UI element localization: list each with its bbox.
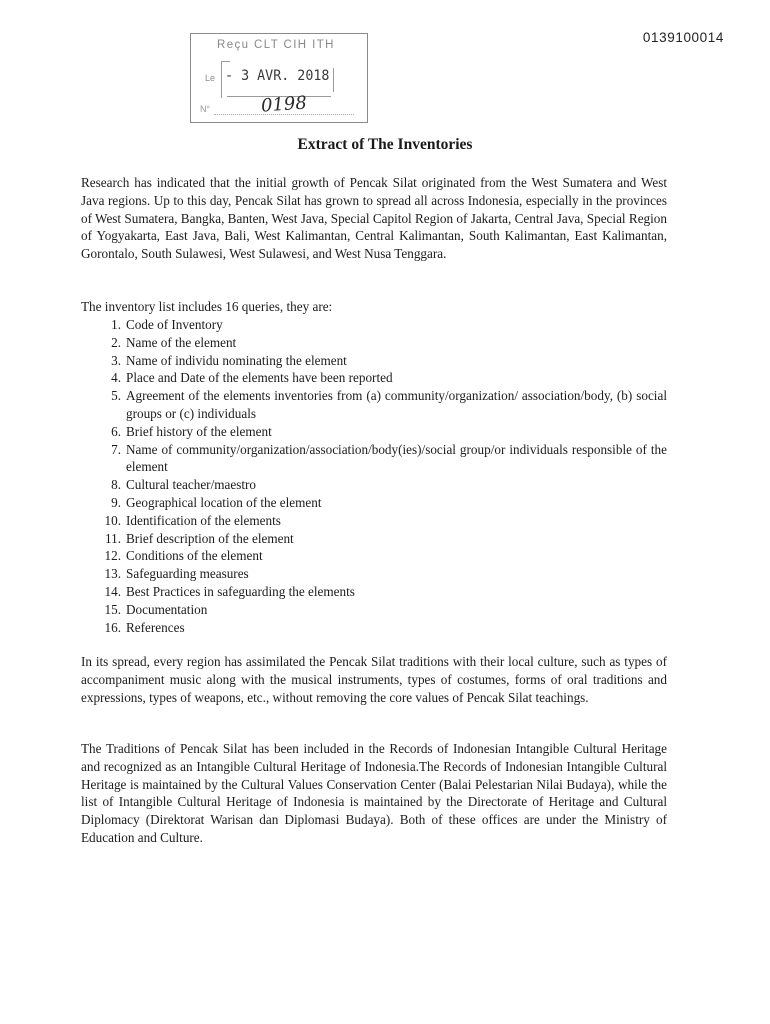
list-item-text: Best Practices in safeguarding the elements [126,583,355,599]
intro-paragraph [81,174,667,263]
list-item [81,530,667,548]
list-item-text: References [126,619,185,635]
list-item-number: 13. [104,566,121,582]
list-item-number: 12. [104,548,121,564]
stamp-header: Reçu CLT CIH ITH [217,39,335,51]
list-item [81,316,667,334]
list-item [81,494,667,512]
list-item-text: Conditions of the element [126,548,263,564]
list-item-number: 10. [104,512,121,528]
list-item-number: 9. [111,494,121,510]
list-item-text: Name of individu nominating the element [126,352,347,368]
list-item-number: 3. [111,352,121,368]
list-item-number: 14. [104,583,121,599]
list-item [81,352,667,370]
list-item [81,476,667,494]
list-item-text: Place and Date of the elements have been reported [126,370,393,386]
list-item [81,547,667,565]
list-item-text: Documentation [126,601,208,617]
stamp-date: - 3 AVR. 2018 [225,68,330,84]
list-item-text: Cultural teacher/maestro [126,477,256,493]
list-item-text: Safeguarding measures [126,566,249,582]
list-item [81,583,667,601]
list-item [81,369,667,387]
list-item-number: 8. [111,477,121,493]
list-item [81,512,667,530]
list-item-text: Geographical location of the element [126,494,322,510]
list-item-text: Identification of the elements [126,512,281,528]
list-item [81,334,667,352]
list-item [81,565,667,583]
list-item-number: 1. [111,317,121,332]
list-item-text: Name of the element [126,334,237,350]
list-item-number: 15. [104,601,121,617]
reception-stamp [190,33,368,123]
intro-text: Research has indicated that the initial growth of Pencak Silat originated from the West Sumatera and West Java regions. Up to this day, Pencak Silat has grown to spread all across Indonesia, especially in the provinces of West Sumatera, Bangka, Banten, West Java, Special Capitol Region of Jakarta, Central Java, Special Region of Yogyakarta, East Java, Bali, West Kalimantan, Central Kalimantan, South Kalimantan, East Kalimantan, Gorontalo, South Sulawesi, West Sulawesi, and West Nusa Tenggara. [81,175,667,262]
list-item-number: 7. [111,441,121,457]
list-item-text: Brief history of the element [126,423,272,439]
list-item-number: 4. [111,370,121,386]
list-item-text: Code of Inventory [126,317,223,332]
list-intro-text: The inventory list includes 16 queries, they are: [81,299,333,314]
stamp-bracket [333,68,334,92]
document-id: 0139100014 [642,30,724,45]
list-item [81,423,667,441]
list-item-number: 6. [111,423,121,439]
list-item [81,387,667,423]
queries-list [81,316,667,636]
list-item-number: 11. [105,530,121,546]
stamp-number: 0198 [260,92,308,117]
spread-text: In its spread, every region has assimilated the Pencak Silat traditions with their local culture, such as types of accompaniment music along with the musical instruments, types of costumes, forms of oral traditions and expressions, types of weapons, etc., without removing the core values of Pencak Silat teachings. [81,654,667,705]
list-item-number: 2. [111,334,121,350]
stamp-date-label: Le [205,73,216,83]
list-item-number: 16. [104,619,121,635]
list-item-text: Name of community/organization/association/body(ies)/social group/or individuals responsible of the element [126,441,667,475]
list-item [81,441,667,477]
traditions-text: The Traditions of Pencak Silat has been included in the Records of Indonesian Intangible Cultural Heritage and recognized as an Intangible Cultural Heritage of Indonesia.The Records of Indonesian Intangible Cultural Heritage is maintained by the Cultural Values Conservation Center (Balai Pelestarian Nilai Budaya), while the list of Intangible Cultural Heritage of Indonesia is maintained by the Directorate of Heritage and Cultural Diplomacy (Direktorat Warisan dan Diplomasi Budaya). Both of these offices are under the Ministry of Education and Culture. [81,741,667,845]
page-title: Extract of The Inventories [297,136,473,153]
list-item [81,619,667,637]
list-item-text: Agreement of the elements inventories from (a) community/organization/ association/body, (b) social groups or (c) individuals [126,388,667,421]
spread-paragraph [81,653,667,706]
list-item [81,601,667,619]
list-item-text: Brief description of the element [126,530,294,546]
traditions-paragraph [81,740,667,847]
list-intro [81,298,667,316]
list-item-number: 5. [111,388,121,404]
stamp-number-label: N° [200,104,211,114]
